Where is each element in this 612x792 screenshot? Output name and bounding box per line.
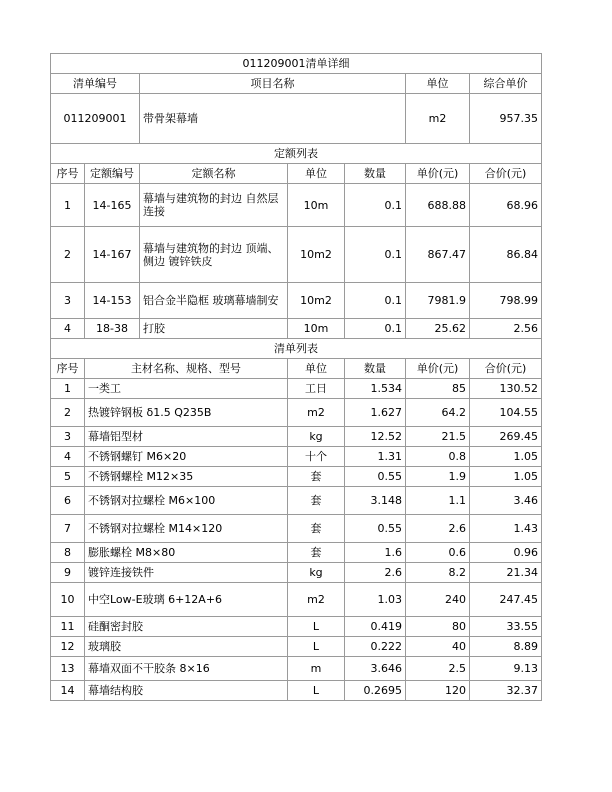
column-header: 合价(元) xyxy=(470,164,542,184)
cell-qty: 1.31 xyxy=(345,447,406,467)
cell-price: 0.8 xyxy=(406,447,470,467)
cell-name: 幕墙与建筑物的封边 顶端、侧边 镀锌铁皮 xyxy=(140,227,288,283)
cell-price: 85 xyxy=(406,379,470,399)
column-header: 数量 xyxy=(345,164,406,184)
cell-total: 8.89 xyxy=(470,637,542,657)
cell-unit: 套 xyxy=(288,515,345,543)
cell-qty: 0.419 xyxy=(345,617,406,637)
table-row xyxy=(51,399,542,427)
cell-no: 12 xyxy=(51,637,85,657)
cell-name: 不锈钢螺栓 M12×35 xyxy=(85,467,288,487)
cell-unit: 套 xyxy=(288,543,345,563)
cell-total: 9.13 xyxy=(470,657,542,681)
table-row xyxy=(51,487,542,515)
cell-qty: 1.627 xyxy=(345,399,406,427)
cell-no: 4 xyxy=(51,447,85,467)
cell-name: 硅酮密封胶 xyxy=(85,617,288,637)
cell-total: 2.56 xyxy=(470,319,542,339)
cell-price: 0.6 xyxy=(406,543,470,563)
cell-unit: 10m2 xyxy=(288,227,345,283)
cell-unit: L xyxy=(288,681,345,701)
cell-qty: 12.52 xyxy=(345,427,406,447)
cell-total: 269.45 xyxy=(470,427,542,447)
header-label-row xyxy=(51,74,542,94)
cell-unit: 工日 xyxy=(288,379,345,399)
cell-total: 1.43 xyxy=(470,515,542,543)
table-row xyxy=(51,319,542,339)
cell-qty: 0.1 xyxy=(345,227,406,283)
cell-name: 不锈钢对拉螺栓 M6×100 xyxy=(85,487,288,515)
cell-price: 40 xyxy=(406,637,470,657)
cell-price: 240 xyxy=(406,583,470,617)
cell-price: 2.5 xyxy=(406,657,470,681)
cell-unit: m xyxy=(288,657,345,681)
cell-qty: 1.6 xyxy=(345,543,406,563)
column-header: 序号 xyxy=(51,359,85,379)
cell-price: 21.5 xyxy=(406,427,470,447)
unit-price: 957.35 xyxy=(470,94,542,144)
cell-name: 幕墙铝型材 xyxy=(85,427,288,447)
table-row xyxy=(51,467,542,487)
cell-total: 1.05 xyxy=(470,467,542,487)
cell-qty: 0.1 xyxy=(345,283,406,319)
cell-no: 11 xyxy=(51,617,85,637)
cell-qty: 2.6 xyxy=(345,563,406,583)
cell-price: 1.9 xyxy=(406,467,470,487)
cell-no: 7 xyxy=(51,515,85,543)
cell-name: 热镀锌钢板 δ1.5 Q235B xyxy=(85,399,288,427)
price-label: 综合单价 xyxy=(470,74,542,94)
cell-code: 14-153 xyxy=(85,283,140,319)
name-label: 项目名称 xyxy=(140,74,406,94)
cell-no: 2 xyxy=(51,399,85,427)
cell-qty: 0.55 xyxy=(345,515,406,543)
cell-no: 2 xyxy=(51,227,85,283)
table-row xyxy=(51,515,542,543)
cell-no: 3 xyxy=(51,427,85,447)
table-row xyxy=(51,543,542,563)
cell-qty: 1.534 xyxy=(345,379,406,399)
cell-total: 104.55 xyxy=(470,399,542,427)
cell-no: 8 xyxy=(51,543,85,563)
cell-name: 不锈钢对拉螺栓 M14×120 xyxy=(85,515,288,543)
cell-total: 130.52 xyxy=(470,379,542,399)
cell-name: 膨胀螺栓 M8×80 xyxy=(85,543,288,563)
unit-label: 单位 xyxy=(406,74,470,94)
cell-total: 1.05 xyxy=(470,447,542,467)
cell-qty: 3.148 xyxy=(345,487,406,515)
list-code: 011209001 xyxy=(51,94,140,144)
cell-total: 0.96 xyxy=(470,543,542,563)
code-label: 清单编号 xyxy=(51,74,140,94)
table-row xyxy=(51,184,542,227)
materials-header-row xyxy=(51,359,542,379)
cell-unit: kg xyxy=(288,563,345,583)
cell-price: 120 xyxy=(406,681,470,701)
materials-section-row xyxy=(51,339,542,359)
cell-qty: 1.03 xyxy=(345,583,406,617)
column-header: 单位 xyxy=(288,164,345,184)
quota-section-title: 定额列表 xyxy=(51,144,542,164)
cell-qty: 3.646 xyxy=(345,657,406,681)
cell-no: 10 xyxy=(51,583,85,617)
quota-section-row xyxy=(51,144,542,164)
cell-unit: L xyxy=(288,617,345,637)
column-header: 单位 xyxy=(288,359,345,379)
cell-qty: 0.222 xyxy=(345,637,406,657)
column-header: 单价(元) xyxy=(406,359,470,379)
cell-unit: 套 xyxy=(288,487,345,515)
cell-name: 幕墙与建筑物的封边 自然层连接 xyxy=(140,184,288,227)
cell-no: 9 xyxy=(51,563,85,583)
title-row xyxy=(51,54,542,74)
cell-unit: 10m xyxy=(288,184,345,227)
table-row xyxy=(51,657,542,681)
cell-code: 14-167 xyxy=(85,227,140,283)
column-header: 主材名称、规格、型号 xyxy=(85,359,288,379)
cell-unit: 套 xyxy=(288,467,345,487)
cell-name: 一类工 xyxy=(85,379,288,399)
cell-name: 铝合金半隐框 玻璃幕墙制安 xyxy=(140,283,288,319)
cell-unit: m2 xyxy=(288,583,345,617)
cell-price: 80 xyxy=(406,617,470,637)
cell-no: 13 xyxy=(51,657,85,681)
cell-total: 32.37 xyxy=(470,681,542,701)
table-row xyxy=(51,227,542,283)
table-row xyxy=(51,563,542,583)
table-row xyxy=(51,637,542,657)
cell-price: 64.2 xyxy=(406,399,470,427)
cell-unit: kg xyxy=(288,427,345,447)
cell-code: 14-165 xyxy=(85,184,140,227)
cell-no: 5 xyxy=(51,467,85,487)
cell-no: 1 xyxy=(51,184,85,227)
item-name: 带骨架幕墙 xyxy=(140,94,406,144)
cell-price: 8.2 xyxy=(406,563,470,583)
cell-price: 25.62 xyxy=(406,319,470,339)
cell-total: 247.45 xyxy=(470,583,542,617)
column-header: 定额编号 xyxy=(85,164,140,184)
cell-name: 幕墙结构胶 xyxy=(85,681,288,701)
cell-qty: 0.1 xyxy=(345,184,406,227)
table-row xyxy=(51,681,542,701)
materials-body xyxy=(51,379,542,701)
table-row xyxy=(51,617,542,637)
cell-no: 1 xyxy=(51,379,85,399)
cell-name: 幕墙双面不干胶条 8×16 xyxy=(85,657,288,681)
cell-code: 18-38 xyxy=(85,319,140,339)
table-row xyxy=(51,583,542,617)
cell-price: 7981.9 xyxy=(406,283,470,319)
cell-no: 6 xyxy=(51,487,85,515)
header-value-row xyxy=(51,94,542,144)
cell-total: 33.55 xyxy=(470,617,542,637)
cell-total: 68.96 xyxy=(470,184,542,227)
cell-total: 3.46 xyxy=(470,487,542,515)
cell-unit: 十个 xyxy=(288,447,345,467)
table-row xyxy=(51,283,542,319)
cell-price: 1.1 xyxy=(406,487,470,515)
cell-total: 798.99 xyxy=(470,283,542,319)
column-header: 定额名称 xyxy=(140,164,288,184)
cell-price: 867.47 xyxy=(406,227,470,283)
cell-no: 3 xyxy=(51,283,85,319)
cell-name: 不锈钢螺钉 M6×20 xyxy=(85,447,288,467)
cell-total: 86.84 xyxy=(470,227,542,283)
item-unit: m2 xyxy=(406,94,470,144)
cell-name: 镀锌连接铁件 xyxy=(85,563,288,583)
materials-section-title: 清单列表 xyxy=(51,339,542,359)
cell-unit: 10m xyxy=(288,319,345,339)
table-row xyxy=(51,447,542,467)
cell-no: 14 xyxy=(51,681,85,701)
detail-table xyxy=(50,53,542,701)
cell-unit: 10m2 xyxy=(288,283,345,319)
cell-name: 玻璃胶 xyxy=(85,637,288,657)
cell-price: 688.88 xyxy=(406,184,470,227)
cell-qty: 0.2695 xyxy=(345,681,406,701)
quota-header-row xyxy=(51,164,542,184)
cell-no: 4 xyxy=(51,319,85,339)
cell-unit: m2 xyxy=(288,399,345,427)
column-header: 单价(元) xyxy=(406,164,470,184)
table-row xyxy=(51,427,542,447)
cell-name: 中空Low-E玻璃 6+12A+6 xyxy=(85,583,288,617)
column-header: 合价(元) xyxy=(470,359,542,379)
cell-name: 打胶 xyxy=(140,319,288,339)
page-title: 011209001清单详细 xyxy=(51,54,542,74)
cell-qty: 0.55 xyxy=(345,467,406,487)
cell-qty: 0.1 xyxy=(345,319,406,339)
cell-price: 2.6 xyxy=(406,515,470,543)
column-header: 数量 xyxy=(345,359,406,379)
cell-total: 21.34 xyxy=(470,563,542,583)
cell-unit: L xyxy=(288,637,345,657)
column-header: 序号 xyxy=(51,164,85,184)
table-row xyxy=(51,379,542,399)
